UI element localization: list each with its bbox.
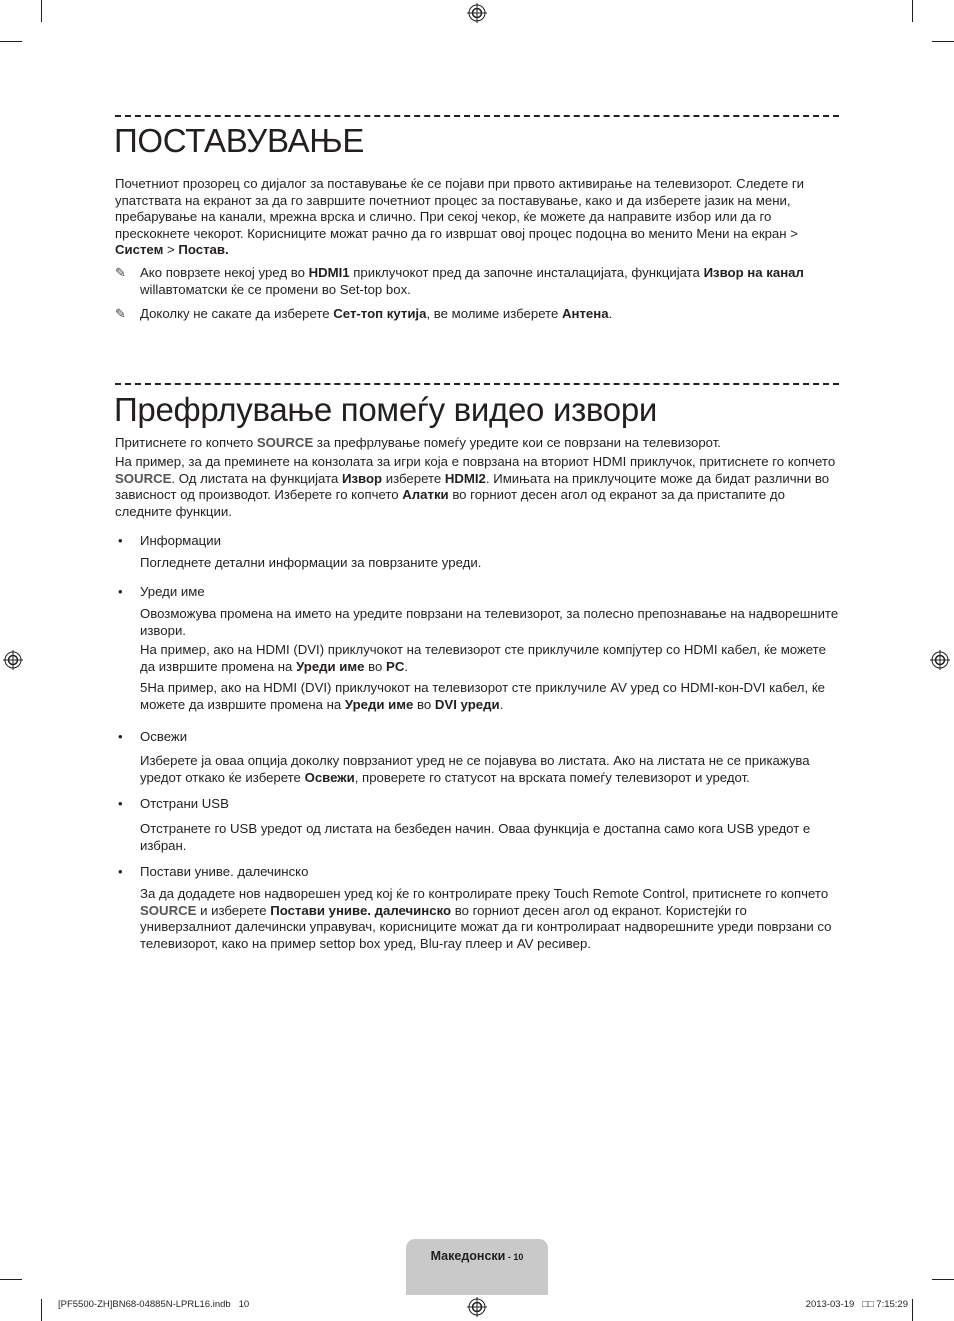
bullet-icon: •	[118, 584, 123, 599]
bullet-heading: Освежи	[140, 729, 188, 744]
bullet-text: Погледнете детални информации за поврзаните уреди.	[140, 555, 482, 570]
section-title: Префрлување помеѓу видео извори	[114, 391, 658, 428]
crop-mark	[912, 1299, 913, 1321]
page-label: Македонски - 10	[430, 1249, 524, 1263]
bullet-heading: Постави униве. далечинско	[140, 864, 309, 879]
note-paragraph: Ако поврзете некој уред во HDMI1 приклучокот пред да започне инсталацијата, функцијата Извор на канал willавтоматски ќе се промени во Set-top box.	[140, 265, 804, 297]
bullet-heading: Отстрани USB	[140, 796, 229, 811]
bullet-text: На пример, ако на HDMI (DVI) приклучокот на телевизорот сте приклучиле компјутер со HDMI кабел, ќе можете да извршите промена на Уреди име во PC.	[140, 642, 826, 674]
body-paragraph: Притиснете го копчето SOURCE за префрлување помеѓу уредите кои се поврзани на телевизорот.	[115, 435, 721, 450]
crop-mark	[912, 0, 913, 22]
bullet-icon: •	[118, 729, 123, 744]
bullet-text: Изберете ја оваа опција доколку поврзаниот уред не се појавува во листата. Ако на листата не се прикажува уредот откако ќе изберете Освежи, проверете го статусот на врската помеѓу телевизорот и уредот.	[140, 753, 810, 785]
bullet-heading: Уреди име	[140, 584, 205, 599]
body-paragraph: На пример, за да преминете на конзолата за игри која е поврзана на вториот HDMI приклучок, притиснете го копчето SOURCE. Од листата на функцијата Извор изберете HDMI2. Имињата на приклучоците може да бидат различни во зависност од производот. Изберете го копчето Алатки во горниот десен агол од екранот за да пристапите до следните функции.	[115, 454, 836, 519]
registration-mark-icon	[467, 3, 487, 23]
registration-mark-icon	[3, 650, 23, 670]
section-title: ПОСТАВУВАЊЕ	[114, 122, 365, 159]
bullet-icon: •	[118, 864, 123, 879]
note-pencil-icon: ✎	[115, 265, 126, 280]
section-divider	[115, 383, 839, 385]
bullet-text: Овозможува промена на името на уредите поврзани на телевизорот, за полесно препознавање на надворешните извори.	[140, 606, 839, 638]
section-divider	[115, 115, 839, 117]
crop-mark	[0, 41, 22, 42]
crop-mark	[932, 1279, 954, 1280]
bullet-icon: •	[118, 533, 123, 548]
crop-mark	[932, 41, 954, 42]
print-timestamp: 2013-03-19 □□ 7:15:29	[805, 1299, 908, 1310]
crop-mark	[0, 1279, 22, 1280]
note-pencil-icon: ✎	[115, 306, 126, 321]
print-file-name: [PF5500-ZH]BN68-04885N-LPRL16.indb 10	[58, 1299, 250, 1310]
bullet-text: Отстранете го USB уредот од листата на безбеден начин. Оваа функција е достапна само кога USB уредот е избран.	[140, 821, 811, 853]
page-number-tab	[406, 1239, 548, 1295]
intro-paragraph: Почетниот прозорец со дијалог за поставување ќе се појави при првото активирање на телевизорот. Следете ги упатствата на екранот за да го завршите почетниот процес за поставување, како и да изберете јазик на мени, пребарување на канали, мрежна врска и слично. При секој чекор, ќе можете да направите избор или да го прескокнете чекорот. Корисниците можат рачно да го извршат овој процес подоцна во менито Мени на екран > Систем > Постав.	[115, 176, 805, 258]
crop-mark	[41, 0, 42, 22]
registration-mark-icon	[930, 650, 950, 670]
bullet-icon: •	[118, 796, 123, 811]
bullet-text: 5На пример, ако на HDMI (DVI) приклучокот на телевизорот сте приклучиле AV уред со HDMI-кон-DVI кабел, ќе можете да извршите промена на Уреди име во DVI уреди.	[140, 680, 825, 712]
registration-mark-icon	[467, 1297, 487, 1317]
crop-mark	[41, 1299, 42, 1321]
bullet-heading: Информации	[140, 533, 221, 548]
bullet-text: За да додадете нов надворешен уред кој ќе го контролирате преку Touch Remote Control, притиснете го копчето SOURCE и изберете Постави униве. далечинско во горниот десен агол од екранот. Користејќи го универзалниот далечински управувач, корисниците можат да ги контролираат надворешните уреди поврзани со телевизорот, како на пример settop box уред, Blu-ray плеер и AV ресивер.	[140, 886, 832, 951]
note-paragraph: Доколку не сакате да изберете Сет-топ кутија, ве молиме изберете Антена.	[140, 306, 613, 321]
